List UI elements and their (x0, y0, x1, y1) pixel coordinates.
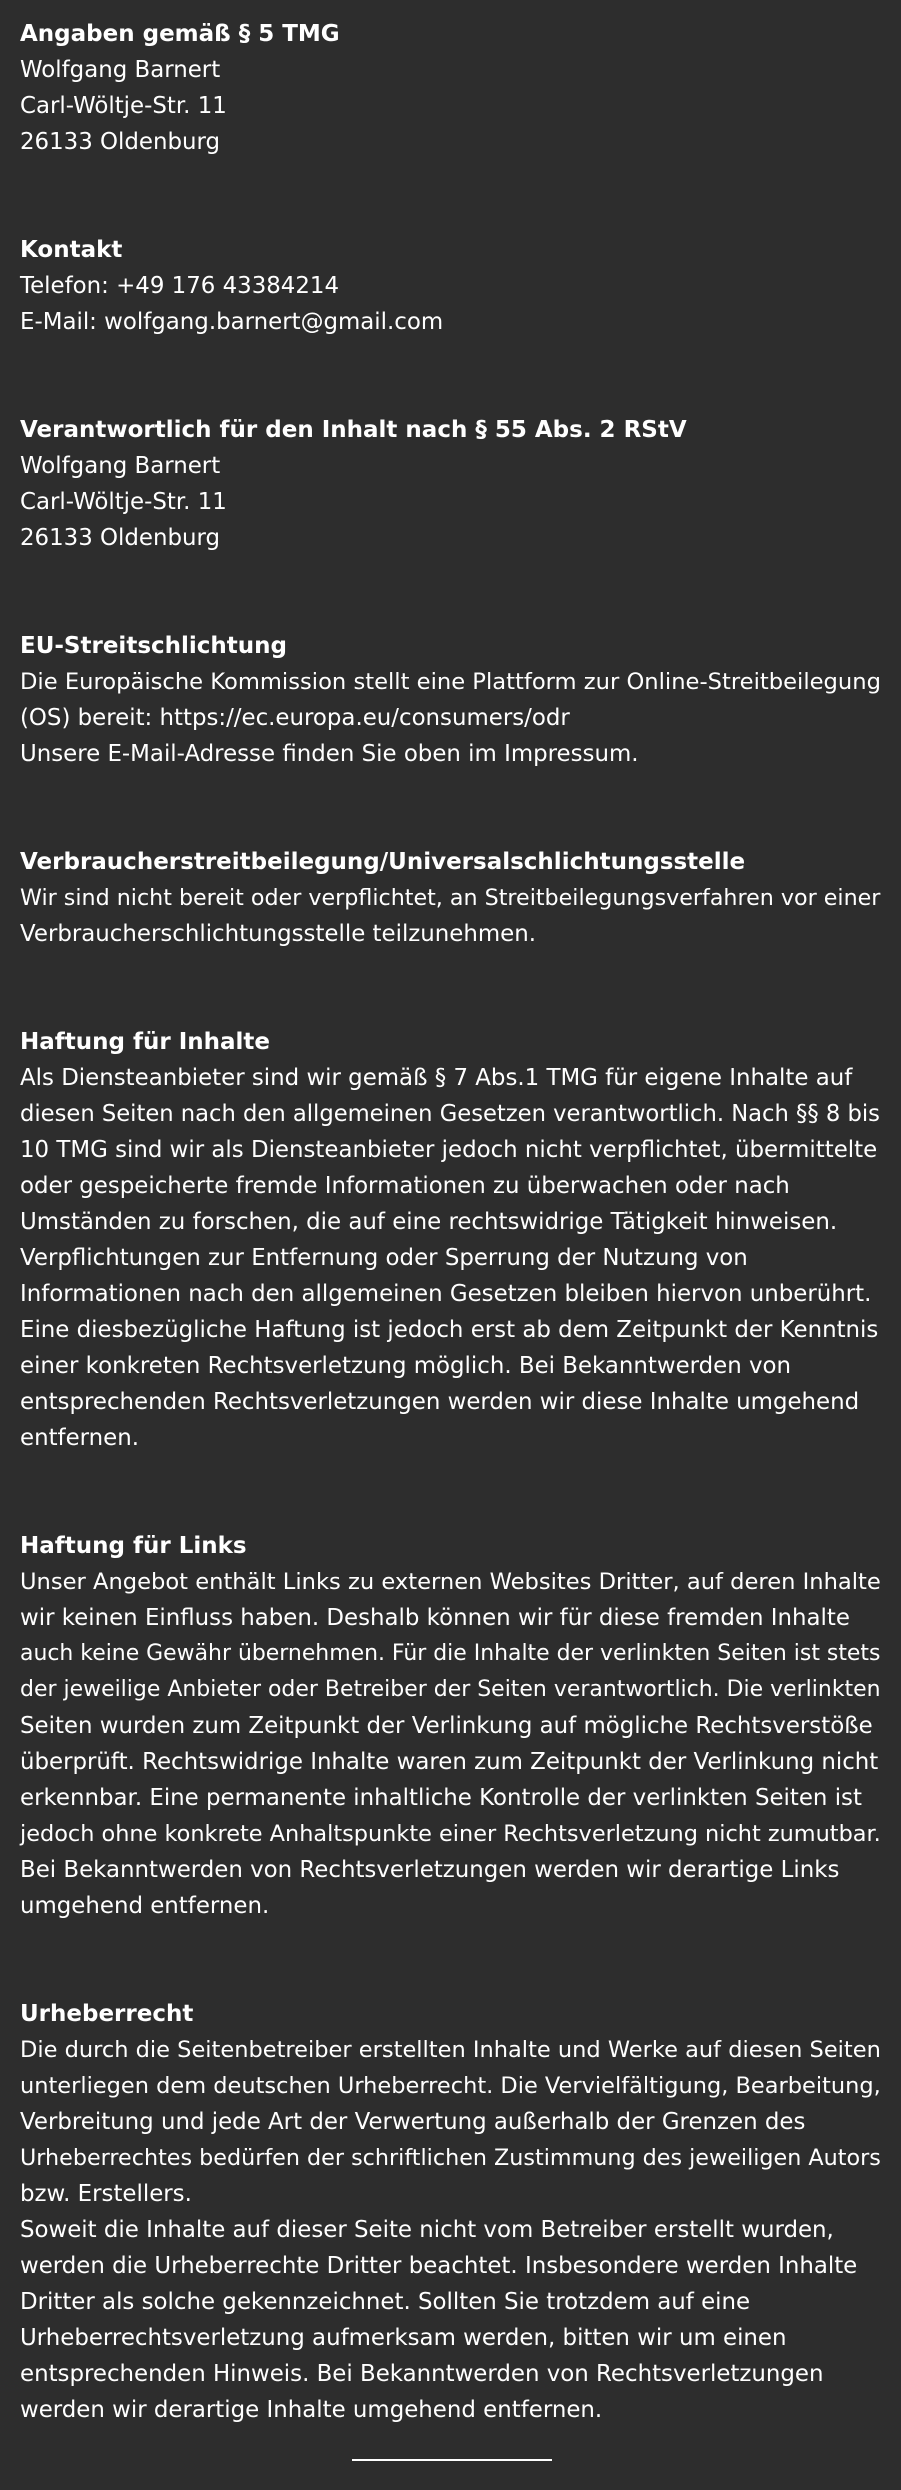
tmg-city: 26133 Oldenburg (20, 129, 221, 155)
imprint-content (20, 16, 885, 2428)
copyright-line: werden wir derartige Inhalte umgehend entfernen. (20, 2397, 603, 2423)
tmg-name: Wolfgang Barnert (20, 57, 221, 83)
liability-links-line: der jeweilige Anbieter oder Betreiber der Seiten verantwortlich. Die verlinkten (20, 1677, 881, 1702)
liability-content-line: 10 TMG sind wir als Diensteanbieter jedoch nicht verpflichtet, übermittelte (20, 1137, 878, 1163)
liability-links-line: erkennbar. Eine permanente inhaltliche Kontrolle der verlinkten Seiten ist (20, 1785, 862, 1811)
heading-contact: Kontakt (20, 237, 123, 263)
liability-content-line: Eine diesbezügliche Haftung ist jedoch erst ab dem Zeitpunkt der Kenntnis (20, 1317, 879, 1343)
copyright-line: Dritter als solche gekennzeichnet. Sollten Sie trotzdem auf eine (20, 2289, 751, 2315)
consumer-text-line: Wir sind nicht bereit oder verpflichtet, an Streitbeilegungsverfahren vor einer (20, 885, 881, 911)
liability-links-line: wir keinen Einfluss haben. Deshalb können wir für diese fremden Inhalte (20, 1605, 850, 1631)
copyright-line: bzw. Erstellers. (20, 2181, 192, 2207)
liability-links-line: Bei Bekanntwerden von Rechtsverletzungen werden wir derartige Links (20, 1857, 840, 1883)
heading-tmg: Angaben gemäß § 5 TMG (20, 21, 340, 47)
copyright-line: unterliegen dem deutschen Urheberrecht. Die Vervielfältigung, Bearbeitung, (20, 2073, 881, 2099)
liability-content-line: einer konkreten Rechtsverletzung möglich. Bei Bekanntwerden von (20, 1353, 792, 1379)
liability-content-line: Umständen zu forschen, die auf eine rechtswidrige Tätigkeit hinweisen. (20, 1209, 838, 1235)
heading-responsible: Verantwortlich für den Inhalt nach § 55 Abs. 2 RStV (20, 417, 687, 443)
section-copyright (20, 1996, 885, 2428)
liability-content-line: entfernen. (20, 1425, 140, 1451)
responsible-street: Carl-Wöltje-Str. 11 (20, 489, 227, 515)
contact-phone: Telefon: +49 176 43384214 (20, 273, 340, 299)
heading-eu-dispute: EU-Streitschlichtung (20, 633, 287, 659)
heading-consumer-dispute: Verbraucherstreitbeilegung/Universalschlichtungsstelle (20, 849, 746, 875)
responsible-name: Wolfgang Barnert (20, 453, 221, 479)
copyright-line: Urheberrechtes bedürfen der schriftlichen Zustimmung des jeweiligen Autors (20, 2145, 881, 2171)
footer-divider (352, 2459, 552, 2461)
liability-content-line: oder gespeicherte fremde Informationen zu überwachen oder nach (20, 1173, 790, 1199)
liability-content-line: diesen Seiten nach den allgemeinen Gesetzen verantwortlich. Nach §§ 8 bis (20, 1101, 880, 1127)
liability-links-line: überprüft. Rechtswidrige Inhalte waren zum Zeitpunkt der Verlinkung nicht (20, 1749, 879, 1775)
heading-liability-links: Haftung für Links (20, 1533, 247, 1559)
copyright-line: entsprechenden Hinweis. Bei Bekanntwerden von Rechtsverletzungen (20, 2361, 824, 2387)
section-tmg (20, 16, 885, 160)
copyright-line: Verbreitung und jede Art der Verwertung außerhalb der Grenzen des (20, 2109, 806, 2135)
section-responsible (20, 412, 885, 556)
heading-copyright: Urheberrecht (20, 2001, 194, 2027)
section-liability-links (20, 1528, 885, 1924)
eu-text-line: Die Europäische Kommission stellt eine Plattform zur Online-Streitbeilegung (20, 669, 881, 695)
eu-text-line: Unsere E-Mail-Adresse finden Sie oben im Impressum. (20, 741, 639, 767)
eu-text-line: (OS) bereit: https://ec.europa.eu/consumers/odr (20, 705, 570, 731)
copyright-line: Soweit die Inhalte auf dieser Seite nicht vom Betreiber erstellt wurden, (20, 2217, 834, 2243)
section-eu-dispute (20, 628, 885, 772)
liability-links-line: Seiten wurden zum Zeitpunkt der Verlinkung auf mögliche Rechtsverstöße (20, 1713, 873, 1739)
section-liability-content (20, 1024, 885, 1456)
copyright-line: Die durch die Seitenbetreiber erstellten Inhalte und Werke auf diesen Seiten (20, 2037, 881, 2063)
consumer-text-line: Verbraucherschlichtungsstelle teilzunehmen. (20, 921, 536, 947)
heading-liability-content: Haftung für Inhalte (20, 1029, 271, 1055)
liability-content-line: entsprechenden Rechtsverletzungen werden wir diese Inhalte umgehend (20, 1389, 860, 1415)
liability-links-line: jedoch ohne konkrete Anhaltspunkte einer Rechtsverletzung nicht zumutbar. (20, 1821, 881, 1847)
section-contact (20, 232, 885, 340)
section-consumer-dispute (20, 844, 885, 952)
liability-links-line: Unser Angebot enthält Links zu externen Websites Dritter, auf deren Inhalte (20, 1569, 881, 1595)
responsible-city: 26133 Oldenburg (20, 525, 221, 551)
liability-content-line: Informationen nach den allgemeinen Gesetzen bleiben hiervon unberührt. (20, 1281, 872, 1307)
contact-email: E-Mail: wolfgang.barnert@gmail.com (20, 309, 444, 335)
tmg-street: Carl-Wöltje-Str. 11 (20, 93, 227, 119)
copyright-line: werden die Urheberrechte Dritter beachtet. Insbesondere werden Inhalte (20, 2253, 858, 2279)
liability-links-line: auch keine Gewähr übernehmen. Für die Inhalte der verlinkten Seiten ist stets (20, 1641, 881, 1666)
liability-content-line: Verpflichtungen zur Entfernung oder Sperrung der Nutzung von (20, 1245, 748, 1271)
liability-links-line: umgehend entfernen. (20, 1893, 270, 1919)
liability-content-line: Als Diensteanbieter sind wir gemäß § 7 Abs.1 TMG für eigene Inhalte auf (20, 1065, 853, 1091)
copyright-line: Urheberrechtsverletzung aufmerksam werden, bitten wir um einen (20, 2325, 787, 2351)
